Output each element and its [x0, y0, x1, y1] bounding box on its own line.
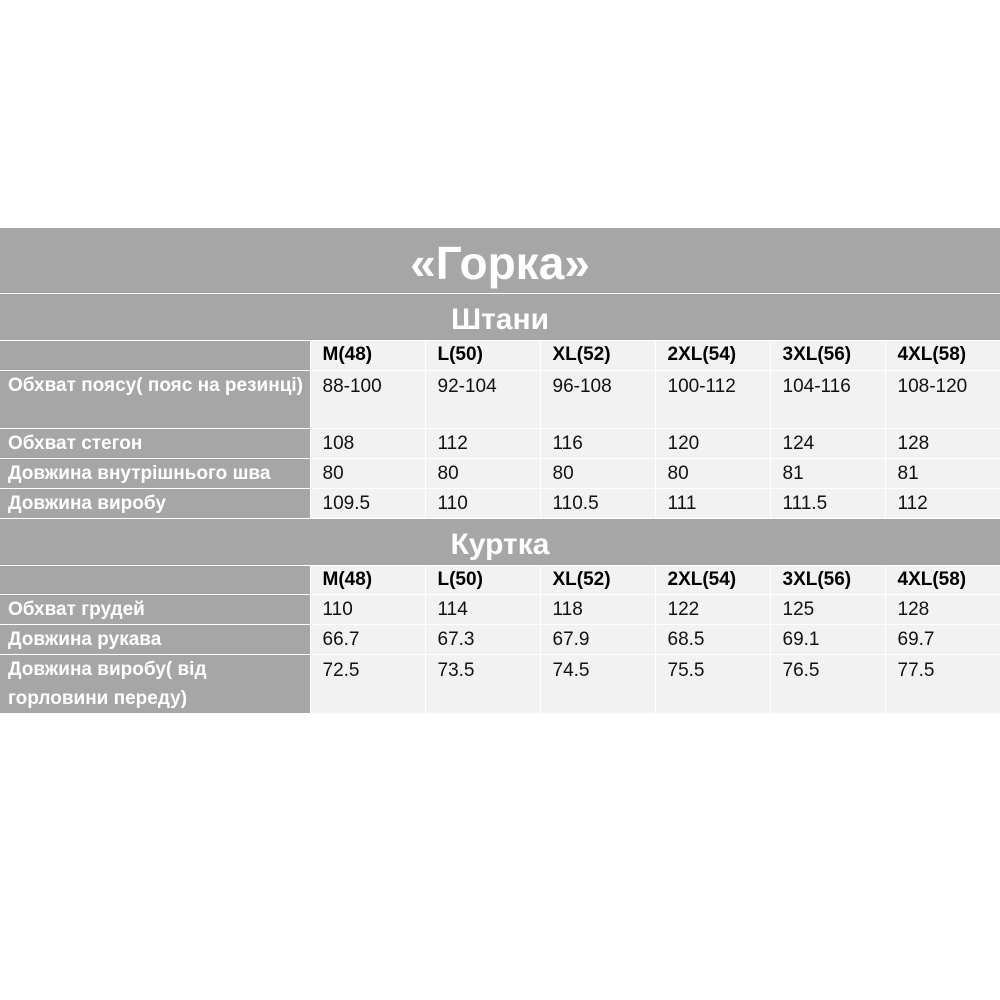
- value-cell: 80: [540, 458, 655, 488]
- size-chart: [0, 228, 1000, 714]
- value-cell: 110: [425, 488, 540, 518]
- jacket-heading: Куртка: [0, 519, 1000, 566]
- row-label: Обхват поясу( пояс на резинці): [0, 370, 310, 428]
- row-label: Довжина рукава: [0, 625, 310, 655]
- size-header-cell: 2XL(54): [655, 566, 770, 595]
- size-header-row: [0, 341, 1000, 370]
- table-row: [0, 428, 1000, 458]
- value-cell: 110: [310, 595, 425, 625]
- value-cell: 110.5: [540, 488, 655, 518]
- value-cell: 116: [540, 428, 655, 458]
- value-cell: 125: [770, 595, 885, 625]
- value-cell: 112: [885, 488, 1000, 518]
- value-cell: 118: [540, 595, 655, 625]
- value-cell: 120: [655, 428, 770, 458]
- row-label: Обхват стегон: [0, 428, 310, 458]
- value-cell: 80: [655, 458, 770, 488]
- table-row: [0, 595, 1000, 625]
- size-header-cell: M(48): [310, 566, 425, 595]
- size-header-row: [0, 566, 1000, 595]
- value-cell: 111.5: [770, 488, 885, 518]
- row-label: Обхват грудей: [0, 595, 310, 625]
- table-row: [0, 370, 1000, 428]
- chart-title: «Горка»: [0, 228, 1000, 294]
- value-cell: 111: [655, 488, 770, 518]
- value-cell: 72.5: [310, 655, 425, 714]
- table-row: [0, 488, 1000, 518]
- value-cell: 67.3: [425, 625, 540, 655]
- value-cell: 73.5: [425, 655, 540, 714]
- value-cell: 69.1: [770, 625, 885, 655]
- size-header-cell: 2XL(54): [655, 341, 770, 370]
- table-row: [0, 458, 1000, 488]
- value-cell: 81: [770, 458, 885, 488]
- size-header-cell: M(48): [310, 341, 425, 370]
- value-cell: 108: [310, 428, 425, 458]
- value-cell: 81: [885, 458, 1000, 488]
- value-cell: 68.5: [655, 625, 770, 655]
- value-cell: 122: [655, 595, 770, 625]
- jacket-table: [0, 566, 1000, 715]
- size-header-cell: 3XL(56): [770, 341, 885, 370]
- size-header-cell: L(50): [425, 341, 540, 370]
- value-cell: 128: [885, 428, 1000, 458]
- value-cell: 124: [770, 428, 885, 458]
- value-cell: 92-104: [425, 370, 540, 428]
- value-cell: 96-108: [540, 370, 655, 428]
- value-cell: 109.5: [310, 488, 425, 518]
- value-cell: 76.5: [770, 655, 885, 714]
- value-cell: 104-116: [770, 370, 885, 428]
- value-cell: 114: [425, 595, 540, 625]
- pants-heading: Штани: [0, 294, 1000, 341]
- value-cell: 77.5: [885, 655, 1000, 714]
- row-label: Довжина виробу( від горловини переду): [0, 655, 310, 714]
- size-header-cell: 4XL(58): [885, 341, 1000, 370]
- table-row: [0, 625, 1000, 655]
- size-header-cell: XL(52): [540, 566, 655, 595]
- header-corner-cell: [0, 341, 310, 370]
- value-cell: 80: [310, 458, 425, 488]
- value-cell: 74.5: [540, 655, 655, 714]
- row-label: Довжина виробу: [0, 488, 310, 518]
- value-cell: 67.9: [540, 625, 655, 655]
- value-cell: 108-120: [885, 370, 1000, 428]
- size-header-cell: L(50): [425, 566, 540, 595]
- pants-table: [0, 341, 1000, 519]
- value-cell: 69.7: [885, 625, 1000, 655]
- size-header-cell: 4XL(58): [885, 566, 1000, 595]
- value-cell: 112: [425, 428, 540, 458]
- value-cell: 128: [885, 595, 1000, 625]
- table-row: [0, 655, 1000, 714]
- value-cell: 66.7: [310, 625, 425, 655]
- size-header-cell: 3XL(56): [770, 566, 885, 595]
- size-header-cell: XL(52): [540, 341, 655, 370]
- value-cell: 88-100: [310, 370, 425, 428]
- header-corner-cell: [0, 566, 310, 595]
- value-cell: 75.5: [655, 655, 770, 714]
- value-cell: 80: [425, 458, 540, 488]
- row-label: Довжина внутрішнього шва: [0, 458, 310, 488]
- value-cell: 100-112: [655, 370, 770, 428]
